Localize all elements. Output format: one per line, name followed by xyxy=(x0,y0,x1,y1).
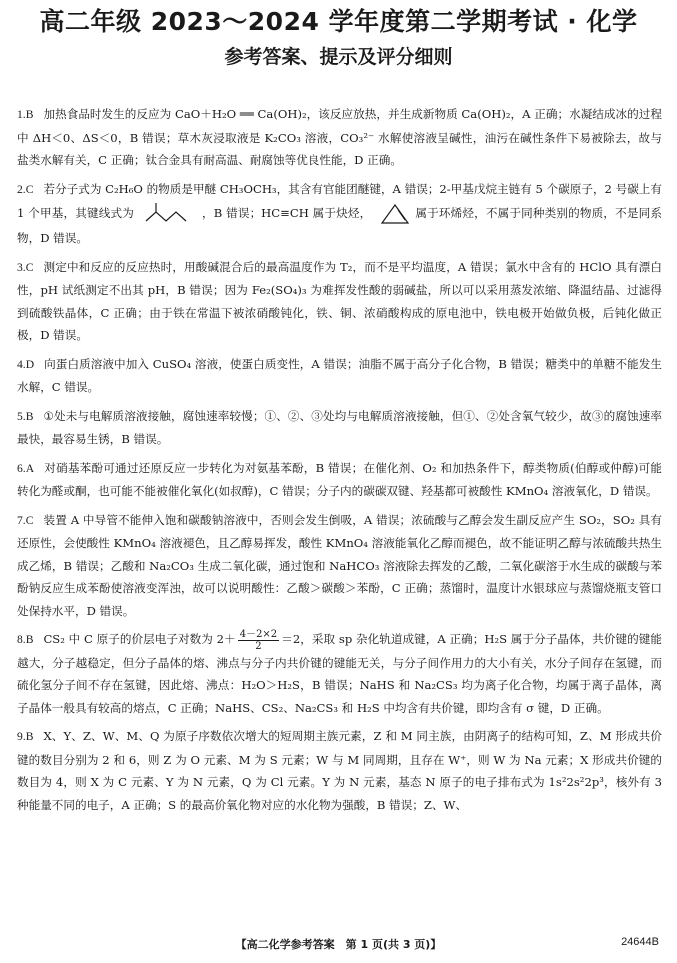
question-answer: D xyxy=(25,357,35,371)
fraction-denominator: 2 xyxy=(255,640,262,652)
question-explanation: 向蛋白质溶液中加入 CuSO₄ 溶液，使蛋白质变性，A 错误；油脂不属于高分子化合物，B 错误；糖类中的单糖不能发生水解，C 错误。 xyxy=(17,356,662,394)
question-1 xyxy=(17,103,662,172)
question-answer: B xyxy=(25,633,34,646)
question-number: 9. xyxy=(17,730,26,743)
question-explanation: ①处未与电解质溶液接触，腐蚀速率较慢；①、②、③处均与电解质溶液接触，但①、②处含氧气较少，故③的腐蚀速率最快，最容易生锈，B 错误。 xyxy=(17,408,662,446)
question-explanation: 装置 A 中导管不能伸入饱和碳酸钠溶液中，否则会发生倒吸，A 错误；浓硫酸与乙醇会发生副反应产生 SO₂，SO₂ 具有还原性，会使酸性 KMnO₄ 溶液褪色，且乙醇易挥发，酸性 KMnO₄ 溶液能氧化乙醇而褪色，故不能证明乙醇与浓硫酸共热生成乙烯，B 错误；乙酸和 Na₂CO₃ 生成二氧化碳，通过饱和 NaHCO₃ 溶液除去挥发的乙酸，二氧化碳溶于水生成的碳酸与苯酚钠反应生成苯酚使溶液变浑浊，故可以说明酸性：乙酸＞碳酸＞苯酚，C 正确；蒸馏时，温度计水银球应与蒸馏烧瓶支管口处保持水平，D 错误。 xyxy=(17,512,662,618)
page-title: 高二年级 2023～2024 学年度第二学期考试 · 化学 xyxy=(39,7,638,36)
question-answer: C xyxy=(25,513,34,527)
methylpentane-skeletal-structure xyxy=(142,201,198,227)
question-number: 6. xyxy=(17,461,26,475)
question-7 xyxy=(17,509,662,623)
question-5 xyxy=(17,405,662,451)
question-answer: B xyxy=(25,108,34,121)
question-number: 2. xyxy=(17,182,26,196)
question-8 xyxy=(17,628,662,719)
question-number: 1. xyxy=(17,108,26,121)
footer-code: 24644B xyxy=(621,936,659,948)
question-explanation: 若分子式为 C₂H₆O 的物质是甲醚 CH₃OCH₃，其含有官能团醚键，A 错误；2-甲基戊烷主链有 5 个碳原子，2 号碳上有 1 个甲基，其键线式为 xyxy=(17,181,662,220)
page-footer xyxy=(0,936,677,956)
question-explanation: 加热食品时发生的反应为 CaO＋H₂O ══ Ca(OH)₂，该反应放热，并生成新物质 Ca(OH)₂，A 正确；水凝结成冰的过程中 ΔH＜0、ΔS＜0，B 错误；草木灰浸取液是 K₂CO₃ 溶液，CO₃²⁻ 水解使溶液呈碱性，油污在碱性条件下易被除去，故与盐类水解有关，C 正确；钛合金具有耐高温、耐腐蚀等优良性能，D 正确。 xyxy=(17,107,662,167)
question-explanation: 测定中和反应的反应热时，用酸碱混合后的最高温度作为 T₂，而不是平均温度，A 错误；氯水中含有的 HClO 具有漂白性，pH 试纸测定不出其 pH，B 错误；因为 Fe₂(SO₄)₃ 为难挥发性酸的弱碱盐，所以可以采用蒸发浓缩、降温结晶、过滤得到硫酸铁晶体，C 正确；由于铁在常温下被浓硝酸钝化，铁、铜、浓硝酸构成的原电池中，铁电极开始做负极，后钝化做正极，D 错误。 xyxy=(17,259,662,342)
question-answer: C xyxy=(25,182,34,196)
question-explanation: X、Y、Z、W、M、Q 为原子序数依次增大的短周期主族元素，Z 和 M 同主族，由阴离子的结构可知，Z、M 形成共价键的数目分别为 2 和 6，则 Z 为 O 元素、M 为 S 元素；W 与 M 同周期，且存在 W⁺，则 W 为 Na 元素；X 形成共价键的数目为 4，则 X 为 C 元素、Y 为 N 元素，Q 为 Cl 元素。Y 为 N 元素，基态 N 原子的电子排布式为 1s²2s²2p³，核外有 3 种能量不同的电子，A 正确；S 的最高价氧化物对应的水化物为强酸，B 错误；Z、W、 xyxy=(17,729,662,812)
question-2 xyxy=(17,178,662,250)
fraction xyxy=(238,629,279,652)
page-subtitle: 参考答案、提示及评分细则 xyxy=(224,46,453,68)
question-explanation-cont: ，B 错误；HC≡CH 属于炔烃， xyxy=(201,206,372,220)
question-explanation-end: 属于环烯烃，不属于同种类别的物质，不是同系物，D 错误。 xyxy=(17,206,663,245)
question-number: 4. xyxy=(17,357,26,371)
question-answer: C xyxy=(25,260,34,274)
question-number: 7. xyxy=(17,513,26,527)
question-explanation: CS₂ 中 C 原子的价层电子对数为 2＋ xyxy=(43,632,236,646)
footer-page-info: 【高二化学参考答案 第 1 页(共 3 页)】 xyxy=(235,938,442,951)
question-6 xyxy=(17,457,662,503)
question-answer: B xyxy=(25,730,34,743)
question-number: 3. xyxy=(17,260,26,274)
question-explanation: 对硝基苯酚可通过还原反应一步转化为对氨基苯酚，B 错误；在催化剂、O₂ 和加热条件下，醇类物质(伯醇或仲醇)可能转化为醛或酮，也可能不能被催化氧化(如叔醇)，C 错误；分子内的碳碳双键、羟基都可被酸性 KMnO₄ 溶液氧化，D 错误。 xyxy=(17,460,662,498)
question-answer: A xyxy=(25,461,35,475)
question-9 xyxy=(17,725,662,816)
answer-list xyxy=(17,103,662,822)
fraction-numerator: 4－2×2 xyxy=(239,628,278,640)
question-3 xyxy=(17,256,662,347)
question-answer: B xyxy=(25,409,34,423)
question-number: 5. xyxy=(17,409,26,423)
question-4 xyxy=(17,353,662,399)
cycloalkene-structure xyxy=(379,202,411,226)
question-number: 8. xyxy=(17,633,26,646)
question-explanation-cont: ＝2，采取 sp 杂化轨道成键，A 正确；H₂S 属于分子晶体，共价键的键能越大，分子越稳定，但分子晶体的熔、沸点与分子内共价键的键能无关，与分子间作用力的大小有关，水分子间存在氢键，而硫化氢分子间不存在氢键，因此熔、沸点：H₂O＞H₂S，B 错误；NaHS 和 Na₂CS₃ 均为离子化合物，均属于离子晶体，离子晶体一般具有较高的熔点，C 正确；NaHS、CS₂、Na₂CS₃ 和 H₂S 中均含有共价键，即均含有 σ 键，D 正确。 xyxy=(17,632,662,715)
